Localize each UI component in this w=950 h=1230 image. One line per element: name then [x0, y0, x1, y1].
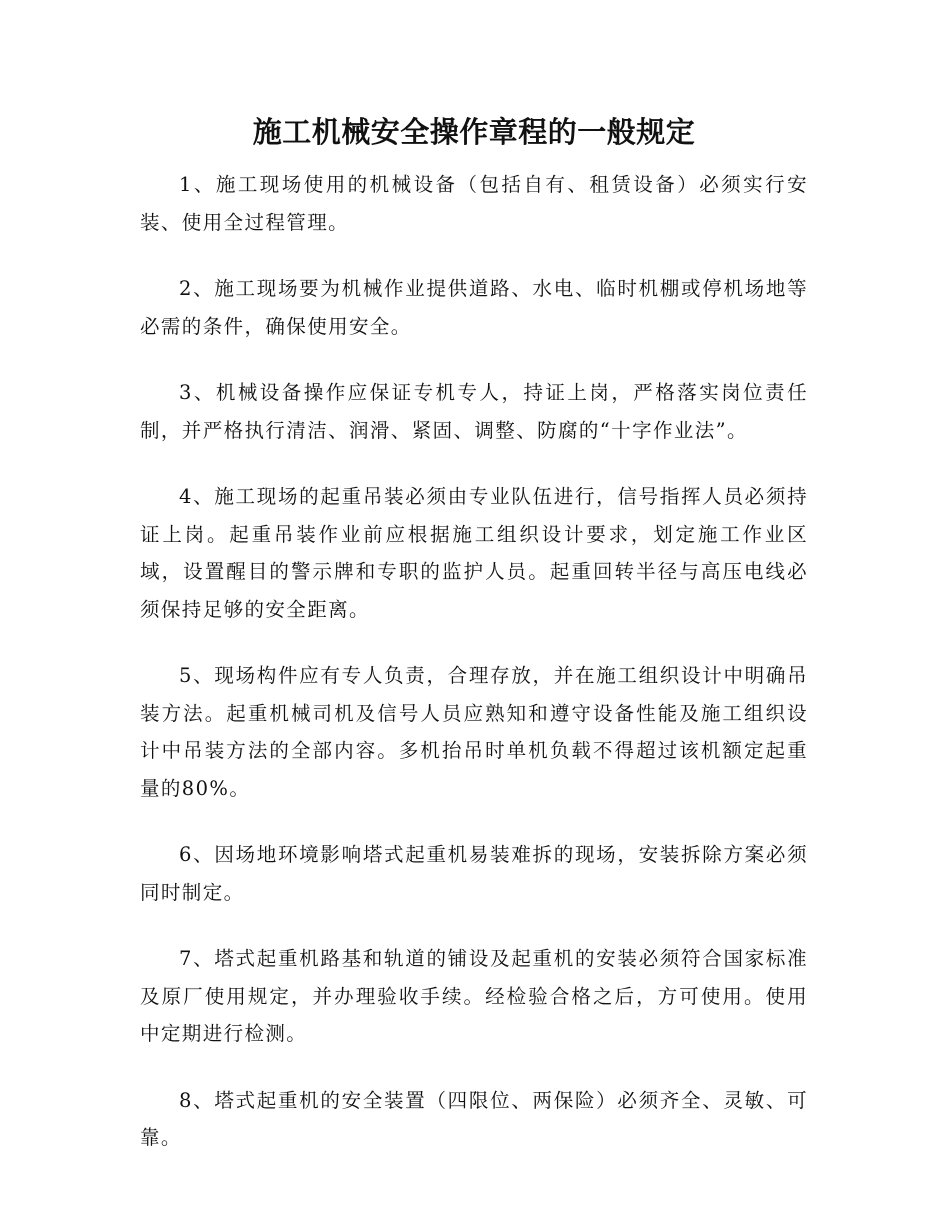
document-title: 施工机械安全操作章程的一般规定 — [252, 115, 696, 149]
paragraph-6: 6、因场地环境影响塔式起重机易装难拆的现场，安装拆除方案必须同时制定。 — [140, 843, 808, 904]
paragraph-5: 5、现场构件应有专人负责，合理存放，并在施工组织设计中明确吊装方法。起重机械司机及信号人员应熟知和遵守设备性能及施工组织设计中吊装方法的全部内容。多机抬吊时单机负载不得超过该机额定起重量的80%。 — [140, 664, 808, 800]
paragraph-3: 3、机械设备操作应保证专机专人，持证上岗，严格落实岗位责任制，并严格执行清洁、润滑、紧固、调整、防腐的“十字作业法”。 — [140, 381, 808, 442]
paragraph-2: 2、施工现场要为机械作业提供道路、水电、临时机棚或停机场地等必需的条件，确保使用安全。 — [140, 277, 808, 338]
paragraph-4: 4、施工现场的起重吊装必须由专业队伍进行，信号指挥人员必须持证上岗。起重吊装作业前应根据施工组织设计要求，划定施工作业区域，设置醒目的警示牌和专职的监护人员。起重回转半径与高压电线必须保持足够的安全距离。 — [140, 485, 808, 621]
paragraph-8: 8、塔式起重机的安全装置（四限位、两保险）必须齐全、灵敏、可靠。 — [140, 1088, 808, 1149]
paragraph-1: 1、施工现场使用的机械设备（包括自有、租赁设备）必须实行安装、使用全过程管理。 — [140, 173, 808, 234]
document-body — [140, 166, 808, 1186]
paragraph-7: 7、塔式起重机路基和轨道的铺设及起重机的安装必须符合国家标准及原厂使用规定，并办理验收手续。经检验合格之后，方可使用。使用中定期进行检测。 — [140, 947, 808, 1045]
